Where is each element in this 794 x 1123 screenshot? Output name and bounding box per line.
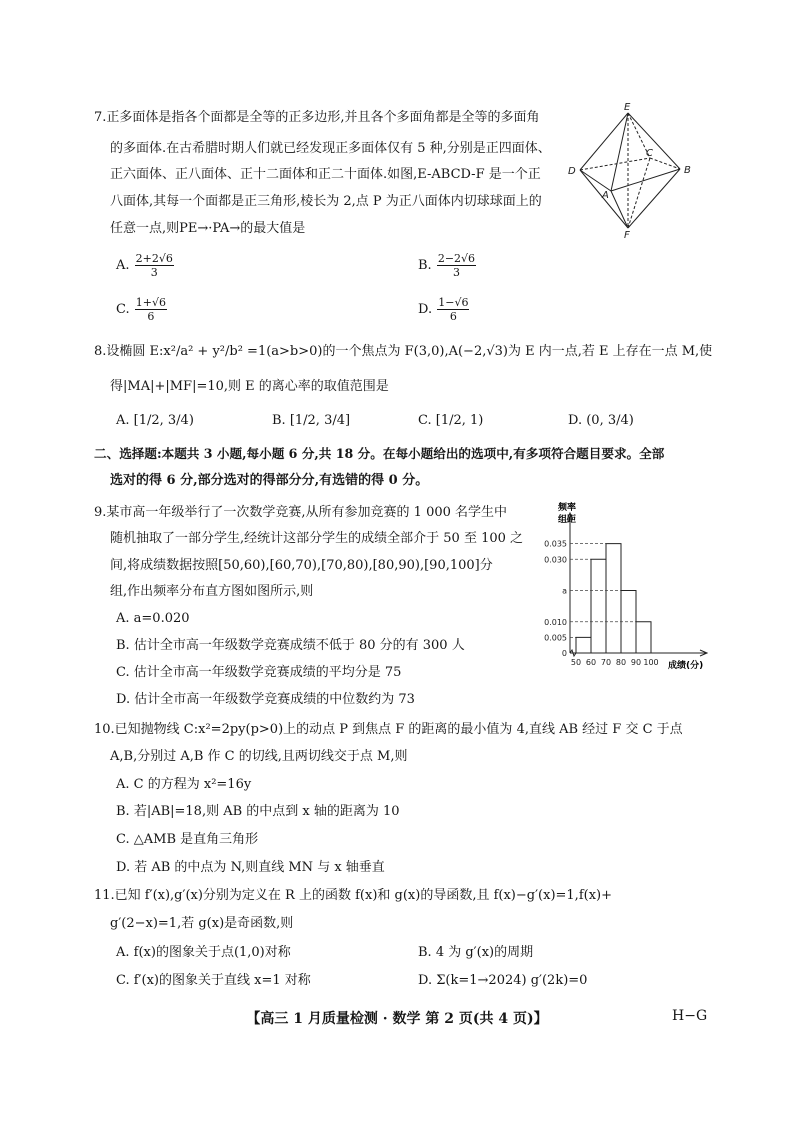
q10-line-1: 10.已知抛物线 C:x²=2py(p>0)上的动点 P 到焦点 F 的距离的最小值为 4,直线 AB 经过 F 交 C 于点 — [94, 722, 683, 737]
label-A: A — [602, 190, 609, 201]
x-tick-label: 60 — [585, 658, 597, 667]
y-tick-label: 0.005 — [544, 633, 567, 643]
x-tick-label: 100 — [643, 658, 659, 667]
y-label-top: 频率 — [558, 503, 577, 513]
q7-line-4: 八面体,其每一个面都是正三角形,棱长为 2,点 P 为正八面体内切球球面上的 — [110, 194, 542, 209]
q8-option-d: D. (0, 3/4) — [568, 413, 634, 428]
q7-line-2: 的多面体.在古希腊时期人们就已经发现正多面体仅有 5 种,分别是正四面体、 — [110, 141, 551, 156]
label-F: F — [624, 230, 630, 240]
q9-line-1: 9.某市高一年级举行了一次数学竞赛,从所有参加竞赛的 1 000 名学生中 — [94, 505, 508, 520]
q9-line-2: 随机抽取了一部分学生,经统计这部分学生的成绩全部介于 50 至 100 之 — [110, 531, 524, 546]
q7-line-5: 任意一点,则PE→·PA→的最大值是 — [110, 221, 306, 236]
q8-line-1: 8.设椭圆 E:x²/a² + y²/b² =1(a>b>0)的一个焦点为 F(3,0),A(−2,√3)为 E 内一点,若 E 上存在一点 M,使 — [94, 344, 713, 359]
edge-FC — [628, 158, 650, 228]
x-axis-label: 成绩(分) — [668, 661, 704, 671]
edge-FB — [628, 169, 680, 228]
histogram-bar — [576, 637, 591, 653]
label-E: E — [624, 102, 631, 113]
section2-line-2: 选对的得 6 分,部分选对的得部分分,有选错的得 0 分。 — [110, 473, 429, 488]
edge-ED — [580, 113, 628, 170]
label-C: C — [646, 148, 653, 159]
y-tick-label: 0.030 — [544, 555, 567, 565]
edge-FA — [611, 191, 628, 228]
q11-option-a: A. f(x)的图象关于点(1,0)对称 — [116, 945, 291, 960]
edge-DA — [580, 170, 611, 191]
q9-option-b: B. 估计全市高一年级数学竞赛成绩不低于 80 分的有 300 人 — [116, 638, 465, 653]
section2-line-1: 二、选择题:本题共 3 小题,每小题 6 分,共 18 分。在每小题给出的选项中,有多项符合题目要求。全部 — [94, 446, 665, 461]
q7-option-a: A. $\frac{2+2√6}{3}$ — [116, 252, 173, 279]
q10-line-2: A,B,分别过 A,B 作 C 的切线,且两切线交于点 M,则 — [110, 749, 408, 764]
octahedron-figure — [560, 100, 700, 240]
frequency-histogram — [528, 498, 708, 680]
histogram-bar — [636, 622, 651, 653]
q7-option-b: B. $\frac{2-2√6}{3}$ — [418, 252, 476, 279]
q9-line-4: 组,作出频率分布直方图如图所示,则 — [110, 584, 314, 599]
q9-option-a: A. a=0.020 — [116, 611, 190, 626]
label-D: D — [568, 166, 576, 177]
q7-option-c: C. $\frac{1+√6}{6}$ — [116, 296, 166, 323]
x-tick-label: 80 — [615, 658, 627, 667]
q11-line-2: g′(2−x)=1,若 g(x)是奇函数,则 — [110, 916, 294, 931]
q9-option-c: C. 估计全市高一年级数学竞赛成绩的平均分是 75 — [116, 665, 402, 680]
page-footer: 【高三 1 月质量检测 · 数学 第 2 页(共 4 页)】 — [246, 1011, 548, 1027]
q11-option-b: B. 4 为 g′(x)的周期 — [418, 945, 534, 960]
y-tick-label: a — [562, 586, 567, 596]
edge-EA — [611, 113, 628, 191]
edge-DC — [580, 158, 650, 170]
q11-line-1: 11.已知 f′(x),g′(x)分别为定义在 R 上的函数 f(x)和 g(x)的导函数,且 f(x)−g′(x)=1,f(x)+ — [94, 888, 612, 903]
y-label-bottom: 组距 — [558, 515, 577, 525]
histogram-bar — [606, 544, 621, 653]
q10-option-b: B. 若|AB|=18,则 AB 的中点到 x 轴的距离为 10 — [116, 804, 400, 819]
q10-option-a: A. C 的方程为 x²=16y — [116, 777, 252, 792]
label-B: B — [684, 165, 691, 176]
q8-option-b: B. [1/2, 3/4] — [272, 413, 351, 428]
histogram-bar — [621, 591, 636, 654]
q7-option-d: D. $\frac{1-√6}{6}$ — [418, 296, 469, 323]
q9-option-d: D. 估计全市高一年级数学竞赛成绩的中位数约为 73 — [116, 692, 415, 707]
q7-line-1: 7.正多面体是指各个面都是全等的正多边形,并且各个多面角都是全等的多面角 — [94, 110, 540, 125]
q11-option-d: D. Σ(k=1→2024) g′(2k)=0 — [418, 973, 588, 988]
q7-line-3: 正六面体、正八面体、正十二面体和正二十面体.如图,E-ABCD-F 是一个正 — [110, 167, 541, 182]
y-tick-label: 0 — [561, 649, 567, 658]
q9-line-3: 间,将成绩数据按照[50,60),[60,70),[70,80),[80,90),[90,100]分 — [110, 558, 493, 573]
x-tick-label: 50 — [570, 658, 582, 667]
x-tick-label: 90 — [630, 658, 642, 667]
q11-option-c: C. f′(x)的图象关于直线 x=1 对称 — [116, 973, 311, 988]
q8-line-2: 得|MA|+|MF|=10,则 E 的离心率的取值范围是 — [110, 379, 389, 394]
paper-code: H−G — [672, 1008, 708, 1024]
q10-option-d: D. 若 AB 的中点为 N,则直线 MN 与 x 轴垂直 — [116, 860, 385, 875]
q8-option-a: A. [1/2, 3/4) — [116, 413, 194, 428]
q10-option-c: C. △AMB 是直角三角形 — [116, 832, 259, 847]
y-tick-label: 0.010 — [544, 617, 567, 627]
y-tick-label: 0.035 — [544, 539, 567, 549]
histogram-bar — [591, 559, 606, 653]
q8-option-c: C. [1/2, 1) — [418, 413, 484, 428]
x-tick-label: 70 — [600, 658, 612, 667]
